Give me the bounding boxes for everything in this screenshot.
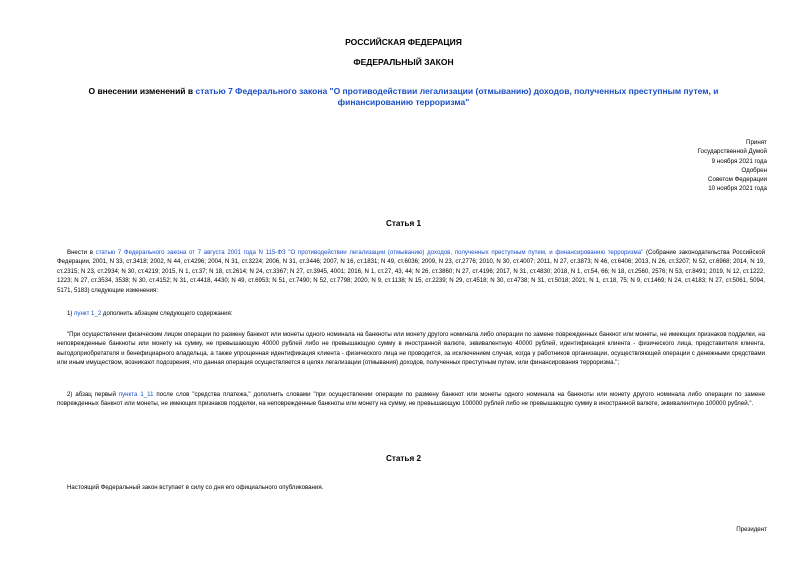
law-type-heading: ФЕДЕРАЛЬНЫЙ ЗАКОН [353, 57, 454, 67]
article-1-quote: "При осуществлении физическим лицом операции по размену банкнот или монеты одного номинала на банкноты или монету другого номинала либо операции по замене поврежденных банкнот или монеты, не имеющих признаков подделки, на неповрежденные банкноты или монету на сумму, не превышающую 40000 рублей либо не превышающую сумму в иностранной валюте, эквивалентную 40000 рублей, идентификация клиента - физического лица, представителя клиента, выгодоприобретателя и бенефициарного владельца, а также упрощенная идентификация клиента - физического лица не проводится, за исключением случая, когда у работников организации, осуществляющей операции с денежными средствами или иным имуществом, возникают подозрения, что данная операция осуществляется в целях легализации (отмывания) доходов, полученных преступным путем, или финансирования терроризма."; [57, 331, 765, 367]
item-1-rest: дополнить абзацем следующего содержания: [101, 310, 233, 317]
item-1-link[interactable]: пункт 1_2 [74, 310, 102, 317]
article-2-title: Статья 2 [385, 454, 422, 463]
article-1-item-2 [57, 390, 765, 409]
intro-prefix: Внести в [67, 249, 96, 256]
adoption-line: Принят [746, 139, 767, 146]
item-2-rest: после слов "средства платежа," дополнить словами "при осуществлении операции по размену банкнот или монеты одного номинала на банкноты или монету другого номинала либо операции по замене поврежденных банкнот или монеты, не имеющих признаков подделки, на неповрежденные банкноты или монету на сумму, не превышающую 100000 рублей либо не превышающую сумму в иностранной валюте, эквивалентную 100000 рублей,". [57, 391, 765, 408]
law-title-prefix: О внесении изменений в [88, 86, 196, 96]
intro-rest: (Собрание законодательства Российской Федерации, 2001, N 33, ст.3418; 2002, N 44, ст.4296; 2004, N 31, ст.3224; 2006, N 31, ст.3446; 2007, N 16, ст.1831; N 49, ст.6036; 2009, N 23, ст.2776; 2010, N 30, ст.4007; 2011, N 27, ст.3873; N 46, ст.6406; 2013, N 26, ст.3207; N 52, ст.6968; 2014, N 19, ст.2315; N 23, ст.2934; N 30, ст.4219; 2015, N 1, ст.37; N 18, ст.2614; N 24, ст.3367; N 27, ст.3945, 4001; 2016, N 1, ст.27, 43, 44; N 26, ст.3860; N 27, ст.4196; 2017, N 31, ст.4830; 2018, N 1, ст.54, 66; N 18, ст.2560, 2576; N 53, ст.8491; 2019, N 12, ст.1222, 1223; N 27, ст.3534, 3538; N 30, ст.4152; N 31, ст.4418, 4430; N 49, ст.6953; N 51, ст.7490; N 52, ст.7798; 2020, N 9, ст.1138; N 15, ст.2239; N 29, ст.4518; N 30, ст.4738; N 31, ст.5018; 2021, N 1, ст.18, 75; N 9, ст.1469; N 24, ст.4183; N 27, ст.5061, 5094, 5171, 5183) следующие изменения: [57, 249, 766, 294]
adoption-block [698, 138, 767, 194]
item-1-number: 1) [67, 310, 75, 317]
law-title-link[interactable]: статью 7 Федерального закона "О противодействии легализации (отмыванию) доходов, полученных преступным путем, и финансированию терроризма" [195, 86, 719, 107]
item-2-prefix: 2) абзац первый [67, 391, 119, 398]
article-2-text: Настоящий Федеральный закон вступает в силу со дня его официального опубликования. [67, 484, 324, 491]
intro-law-link[interactable]: статью 7 Федерального закона от 7 августа 2001 года N 115-ФЗ "О противодействии легализации (отмыванию) доходов, полученных преступным путем, и финансированию терроризма" [95, 249, 644, 256]
article-1-intro [57, 248, 765, 295]
signature: Президент [736, 526, 767, 533]
article-1-item-1 [57, 309, 765, 318]
article-1-title: Статья 1 [385, 219, 422, 228]
adoption-line: Советом Федерации [708, 176, 767, 184]
adoption-line: Государственной Думой [697, 148, 767, 156]
country-heading: РОССИЙСКАЯ ФЕДЕРАЦИЯ [345, 37, 462, 47]
item-2-link[interactable]: пункта 1_11 [118, 391, 154, 398]
adoption-line: 10 ноября 2021 года [708, 185, 767, 193]
adoption-line: 9 ноября 2021 года [711, 157, 767, 165]
law-title [70, 86, 737, 108]
adoption-line: Одобрен [741, 166, 767, 174]
